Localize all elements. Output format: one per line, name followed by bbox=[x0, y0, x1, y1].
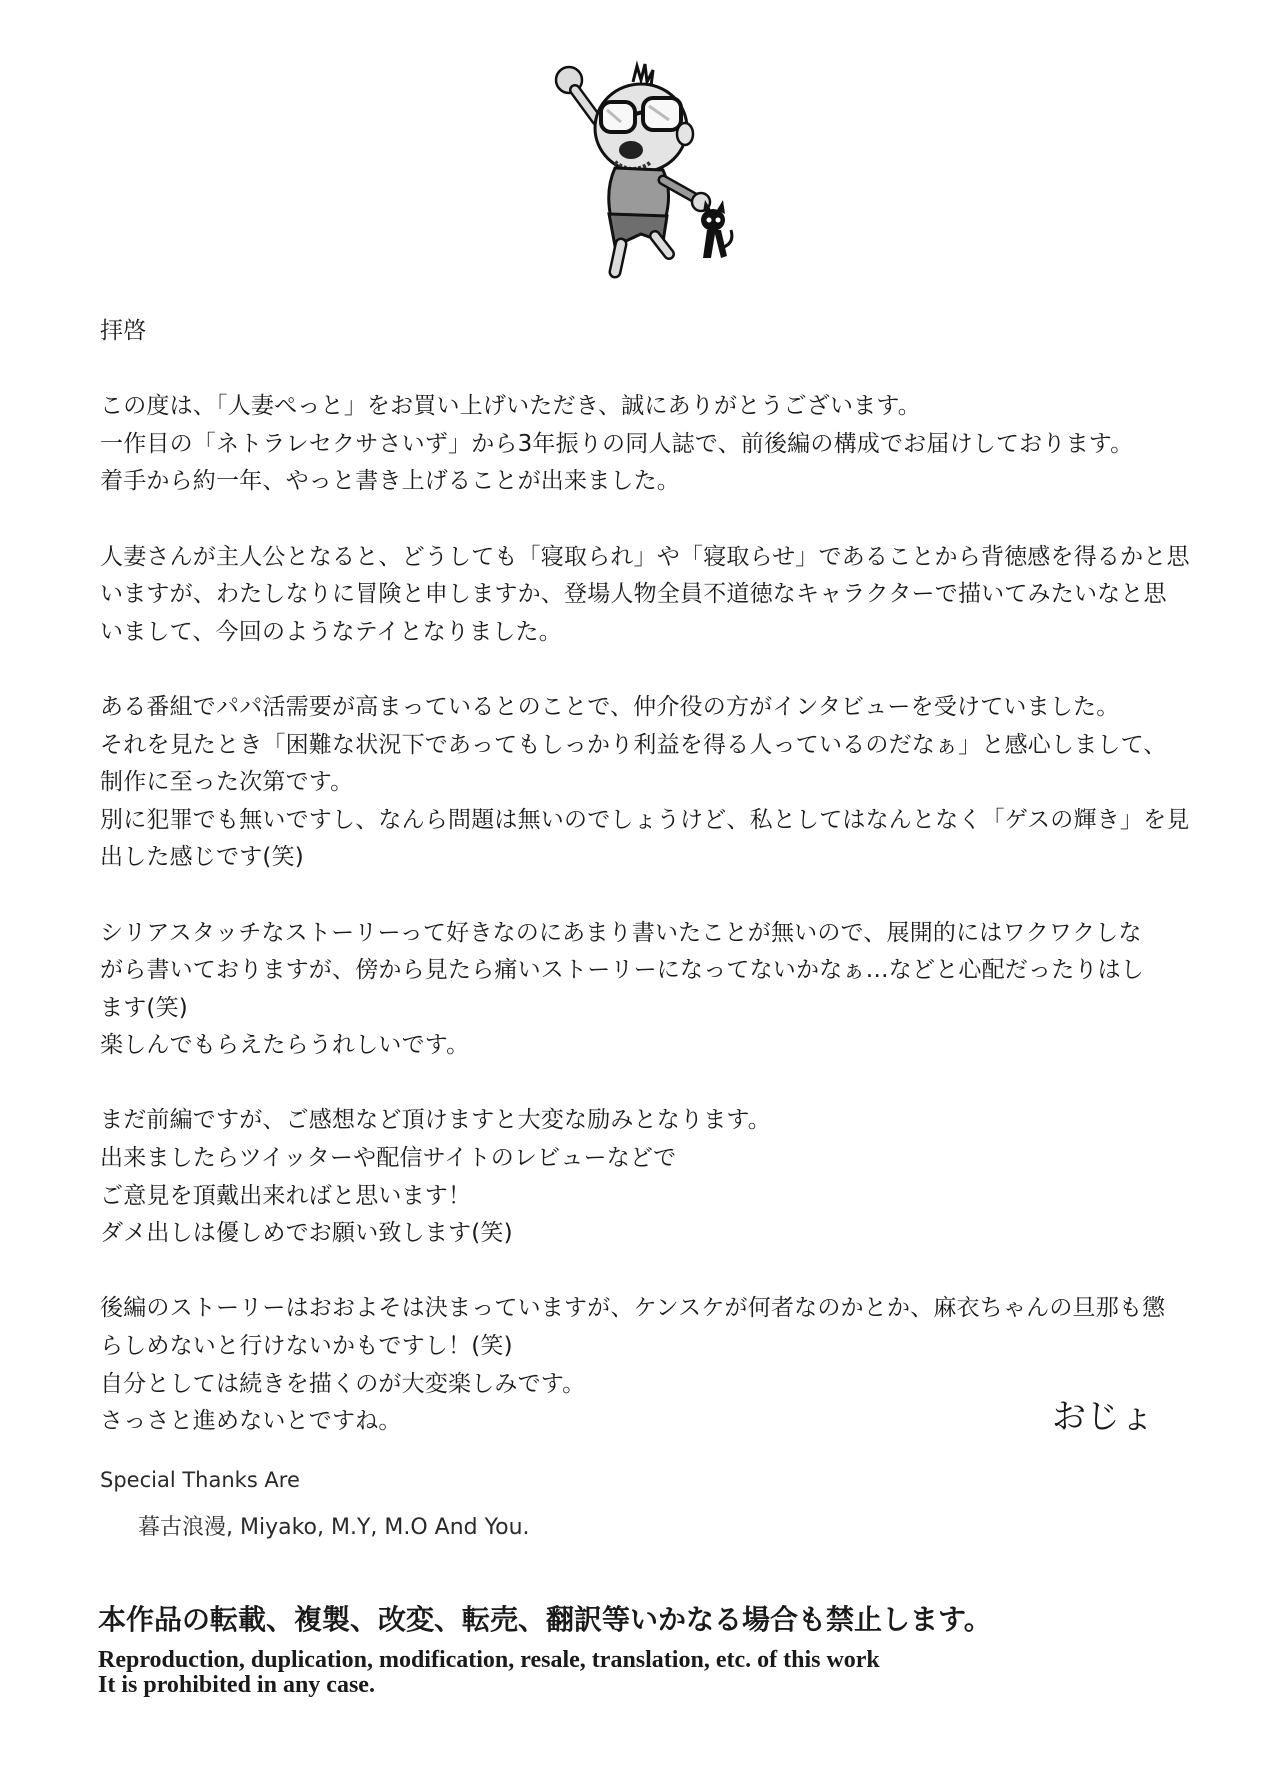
paragraph-line: らしめないと行けないかもですし！(笑) bbox=[100, 1333, 513, 1360]
special-thanks-heading: Special Thanks Are bbox=[100, 1468, 300, 1492]
paragraph-2 bbox=[100, 539, 1190, 652]
paragraph-line: さっさと進めないとですね。 bbox=[100, 1408, 402, 1435]
paragraph-line: 着手から約一年、やっと書き上げることが出来ました。 bbox=[100, 468, 680, 495]
paragraph-line: 人妻さんが主人公となると、どうしても「寝取られ」や「寝取らせ」であることから背徳感を得るかと思 bbox=[100, 543, 1190, 570]
paragraph-line: ダメ出しは優しめでお願い致します(笑) bbox=[100, 1220, 513, 1247]
copyright-notice-japanese: 本作品の転載、複製、改変、転売、翻訳等いかなる場合も禁止します。 bbox=[98, 1603, 992, 1636]
paragraph-line: 楽しんでもらえたらうれしいです。 bbox=[100, 1032, 470, 1059]
paragraph-line: ご意見を頂戴出来ればと思います！ bbox=[100, 1182, 472, 1209]
paragraph-line: まだ前編ですが、ご感想など頂けますと大変な励みとなります。 bbox=[100, 1107, 771, 1134]
paragraph-line: 出した感じです(笑) bbox=[100, 844, 304, 871]
paragraph-line: がら書いておりますが、傍から見たら痛いストーリーになってないかなぁ…などと心配だったりはし bbox=[100, 957, 1144, 984]
copyright-notice-english bbox=[98, 1648, 880, 1698]
paragraph-line: 一作目の「ネトラレセクサさいず」から3年振りの同人誌で、前後編の構成でお届けしております。 bbox=[100, 430, 1134, 457]
paragraph-line: シリアスタッチなストーリーって好きなのにあまり書いたことが無いので、展開的にはワクワクしな bbox=[100, 919, 1142, 946]
copyright-notice-english-line: It is prohibited in any case. bbox=[98, 1672, 375, 1698]
special-thanks-names: 暮古浪漫, Miyako, M.Y, M.O And You. bbox=[138, 1515, 530, 1540]
paragraph-line: ある番組でパパ活需要が高まっているとのことで、仲介役の方がインタビューを受けていました。 bbox=[100, 693, 1120, 720]
afterword-letter bbox=[100, 313, 1190, 1478]
paragraph-4 bbox=[100, 915, 1190, 1065]
paragraph-1 bbox=[100, 388, 1190, 501]
paragraph-line: 出来ましたらツイッターや配信サイトのレビューなどで bbox=[100, 1145, 677, 1172]
paragraph-6 bbox=[100, 1290, 1190, 1440]
copyright-notice-english-line: Reproduction, duplication, modification, resale, translation, etc. of this work bbox=[98, 1647, 880, 1673]
paragraph-line: 別に犯罪でも無いですし、なんら問題は無いのでしょうけど、私としてはなんとなく「ゲスの輝き」を見 bbox=[100, 806, 1190, 833]
greeting: 拝啓 bbox=[100, 318, 147, 344]
paragraph-line: 制作に至った次第です。 bbox=[100, 769, 354, 796]
paragraph-3 bbox=[100, 689, 1190, 877]
paragraph-5 bbox=[100, 1102, 1190, 1252]
author-signature: おじょ bbox=[1052, 1397, 1154, 1437]
paragraph-line: それを見たとき「困難な状況下であってもしっかり利益を得る人っているのだなぁ」と感心しまして、 bbox=[100, 731, 1167, 758]
paragraph-line: いまして、今回のようなテイとなりました。 bbox=[100, 618, 562, 645]
paragraph-line: この度は、「人妻ぺっと」をお買い上げいただき、誠にありがとうございます。 bbox=[100, 393, 921, 420]
paragraph-line: 自分としては続きを描くのが大変楽しみです。 bbox=[100, 1370, 586, 1397]
author-mascot-icon bbox=[545, 58, 735, 288]
paragraph-line: いますが、わたしなりに冒険と申しますか、登場人物全員不道徳なキャラクターで描いてみたいなと思 bbox=[100, 581, 1167, 608]
paragraph-line: 後編のストーリーはおおよそは決まっていますが、ケンスケが何者なのかとか、麻衣ちゃんの旦那も懲 bbox=[100, 1295, 1166, 1322]
paragraph-line: ます(笑) bbox=[100, 994, 188, 1021]
